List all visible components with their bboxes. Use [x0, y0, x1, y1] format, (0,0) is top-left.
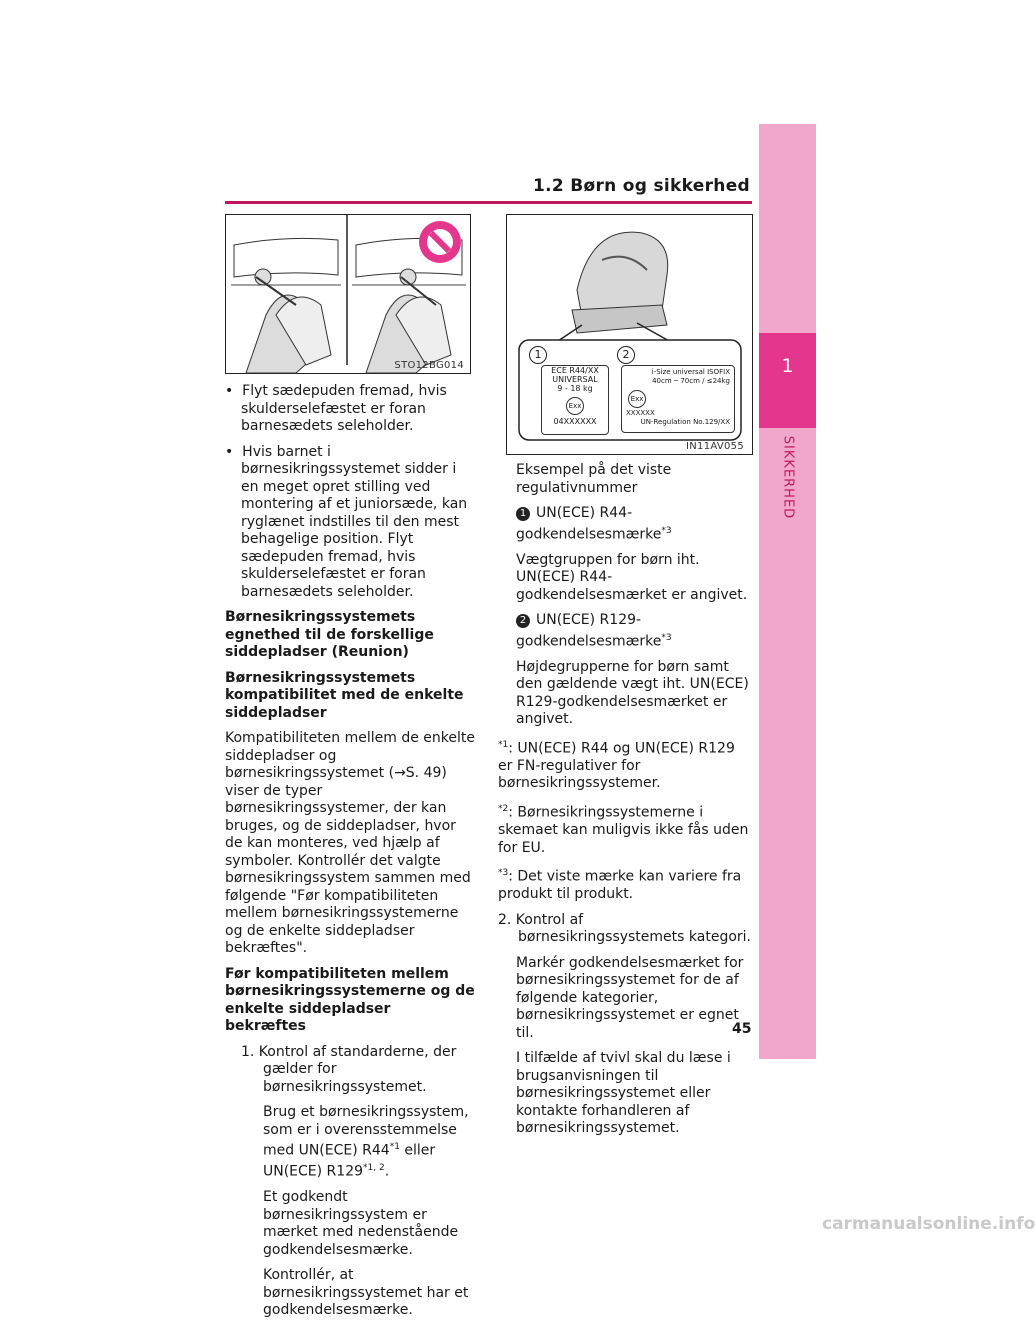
figure-caption: Eksempel på det viste regulativnummer [516, 462, 672, 496]
chapter-label: SIKKERHED [780, 435, 796, 520]
bullet-text-2: Hvis barnet i børnesikringssystemet sidder i en meget opret stilling ved montering af et juniorsæde, kan ryglænet indstilles til den mest behagelige position. Flyt sædepuden fremad, hvis skulderselefæstet er foran barnesædets seleholder. [241, 443, 468, 600]
item-2-desc: Højdegrupperne for børn samt den gældende vægt iht. UN(ECE) R129-godkendelsesmærket er angivet. [516, 658, 749, 728]
heading-suitability: Børnesikringssystemets egnethed til de forskellige siddepladser (Reunion) [225, 609, 434, 660]
heading-compatibility: Børnesikringssystemets kompatibilitet med de enkelte siddepladser [225, 669, 464, 721]
e-mark-sub-2: xx [635, 395, 644, 403]
seat-adjust-drawing [226, 215, 470, 373]
footnote-2-text: : Børnesikringssystemerne i skemaet kan muligvis ikke fås uden for EU. [498, 804, 749, 856]
step-1-approved: Et godkendt børnesikringssystem er mærket med nedenstående godkendelsesmærke. [263, 1189, 459, 1258]
seat-illustration [225, 214, 471, 374]
r44-label-line4: 04XXXXXX [553, 417, 597, 426]
page-number: 45 [732, 1021, 752, 1037]
footnote-mark: *2 [498, 803, 509, 814]
chapter-number: 1 [781, 355, 794, 377]
compatibility-paragraph: Kompatibiliteten mellem de enkelte siddepladser og børnesikringssystemet (→S. 49) viser de typer børnesikringssystemer, der kan bruges, og de siddepladser, hvor de kan monteres, ved hjælp af symboler. Kontrollér det valgte børnesikringssystem sammen med følgende "Før kompatibiliteten mellem børnesikringssystemerne og de enkelte siddepladser bekræftes". [225, 730, 475, 956]
r44-label-line1: ECE R44/XX [551, 366, 599, 375]
approval-label-illustration [506, 214, 753, 455]
chapter-tab-active[interactable] [759, 333, 816, 428]
e-mark-text: E [568, 402, 574, 410]
e-mark-icon-2 [628, 390, 646, 408]
right-column [498, 462, 753, 1146]
footnote-ref: *3 [661, 525, 672, 536]
footnote-mark: *1 [498, 739, 509, 750]
item-1-text: UN(ECE) R44-godkendelsesmærke [516, 505, 662, 543]
r129-label-line2: 40cm ─ 70cm / ≤24kg [652, 377, 730, 385]
r129-label-line1: i-Size universal ISOFIX [651, 368, 730, 376]
item-1-desc: Vægtgruppen for børn iht. UN(ECE) R44-godkendelsesmærket er angivet. [516, 551, 748, 603]
step-2-detail: Markér godkendelsesmærket for børnesikringssystemet for de af følgende kategorier, børnesikringssystemet er egnet til. [516, 954, 744, 1041]
watermark-text: carmanualsonline.info [822, 1214, 1035, 1234]
footnote-2 [498, 801, 753, 857]
bullet-text-1: Flyt sædepuden fremad, hvis skulderselefæstet er foran barnesædets seleholder. [241, 383, 447, 434]
number-marker-2: 2 [617, 346, 635, 364]
r129-label-line4: UN-Regulation No.129/XX [640, 418, 730, 426]
step-2: 2. Kontrol af børnesikringssystemets kategori. [498, 911, 751, 946]
footnote-3-text: : Det viste mærke kan variere fra produkt til produkt. [498, 868, 742, 903]
e-mark-text-2: E [630, 395, 636, 403]
item-2 [498, 612, 753, 651]
prohibited-icon [419, 221, 461, 263]
footnote-mark: *3 [498, 868, 509, 879]
bullet-item: • Hvis barnet i børnesikringssystemet sidder i en meget opret stilling ved montering af et juniorsæde, kan ryglænet indstilles til den mest behagelige position. Flyt sædepuden fremad, hvis skulderselefæstet er foran barnesædets seleholder. [225, 443, 468, 600]
heading-before-confirm: Før kompatibiliteten mellem børnesikringssystemerne og de enkelte siddepladser bekræftes [225, 965, 475, 1034]
section-title: 1.2 Børn og sikkerhed [533, 176, 750, 196]
bullet-item: • Flyt sædepuden fremad, hvis skulderselefæstet er foran barnesædets seleholder. [225, 383, 447, 434]
footnote-3 [498, 865, 753, 904]
footnote-1-text: : UN(ECE) R44 og UN(ECE) R129 er FN-regulativer for børnesikringssystemer. [498, 740, 735, 792]
figure-code-right: IN11AV055 [686, 441, 744, 452]
r44-label [541, 365, 609, 435]
step-1a-text: Brug et børnesikringssystem, som er i overensstemmelse med UN(ECE) R44 [263, 1104, 469, 1159]
number-2-icon: 2 [516, 614, 530, 628]
footnote-ref: *1, 2 [363, 1163, 385, 1174]
r129-label [621, 365, 735, 433]
item-1 [498, 505, 753, 544]
step-1-detail [225, 1104, 475, 1181]
step-2-doubt: I tilfælde af tvivl skal du læse i brugsanvisningen til børnesikringssystemet eller kontakte forhandleren af børnesikringssystemet. [516, 1050, 731, 1137]
step-1a-end: . [384, 1163, 390, 1180]
left-column [225, 383, 475, 1328]
number-marker-1: 1 [529, 346, 547, 364]
chapter-side-tab [759, 124, 816, 1059]
item-2-text: UN(ECE) R129-godkendelsesmærke [516, 612, 662, 650]
r129-label-line3: XXXXXX [626, 409, 655, 417]
e-mark-icon [566, 397, 584, 415]
number-1-icon: 1 [516, 507, 530, 521]
step-1a-mid: eller UN(ECE) R129 [263, 1142, 436, 1180]
r44-label-line2: UNIVERSAL [552, 375, 598, 384]
header-rule [225, 201, 752, 204]
step-1: 1. Kontrol af standarderne, der gælder for børnesikringssystemet. [241, 1043, 457, 1095]
footnote-ref: *1 [389, 1142, 400, 1152]
footnote-ref: *3 [661, 632, 672, 643]
step-1-check: Kontrollér, at børnesikringssystemet har et godkendelsesmærke. [263, 1267, 469, 1319]
r44-label-line3: 9 - 18 kg [557, 384, 593, 393]
footnote-1 [498, 737, 753, 793]
figure-code: STO12BG014 [394, 360, 464, 371]
e-mark-sub: xx [573, 402, 582, 410]
